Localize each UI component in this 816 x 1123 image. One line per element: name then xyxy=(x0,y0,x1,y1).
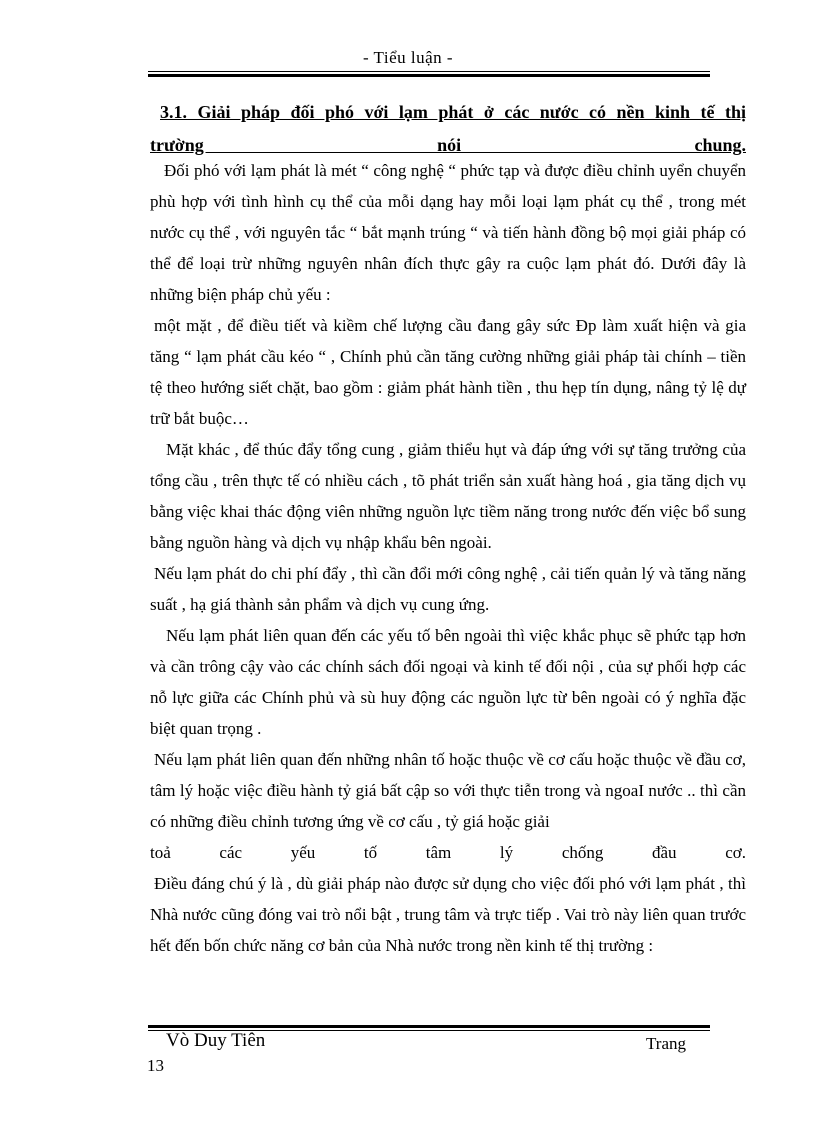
paragraph: một mặt , để điều tiết và kiềm chế lượng cầu đang gây sức Ðp làm xuất hiện và gia tăng “ lạm phát cầu kéo “ , Chính phủ cần tăng cường những giải pháp tài chính – tiền tệ theo hướng siết chặt, bao gồm : giảm phát hành tiền , thu hẹp tín dụng, nâng tỷ lệ dự trữ bắt buộc… xyxy=(150,316,746,428)
header-rule-thin xyxy=(148,71,710,72)
body-text xyxy=(150,155,746,961)
paragraph: Đối phó với lạm phát là mét “ công nghệ “ phức tạp và được điều chỉnh uyển chuyển phù hợp với tình hình cụ thể của mỗi dạng hay mỗi loại lạm phát cụ thể , trong mét nước cụ thể , với nguyên tắc “ bắt mạnh trúng “ và tiến hành đồng bộ mọi giải pháp có thể để loại trừ những nguyên nhân đích thực gây ra cuộc lạm phát đó. Dưới đây là những biện pháp chủ yếu : xyxy=(150,161,746,304)
paragraph-spread-line: toả các yếu tố tâm lý chống đầu cơ. xyxy=(150,843,746,862)
paragraph: Điều đáng chú ý là , dù giải pháp nào được sử dụng cho việc đối phó với lạm phát , thì Nhà nước cũng đóng vai trò nổi bật , trung tâm và trực tiếp . Vai trò này liên quan trước hết đến bốn chức năng cơ bản của Nhà nước trong nền kinh tế thị trường : xyxy=(150,874,746,955)
section-heading-line-2: trường nói chung. xyxy=(150,135,746,155)
footer-rule-thick xyxy=(148,1025,710,1028)
footer-page-label: Trang xyxy=(646,1034,686,1053)
paragraph: Nếu lạm phát liên quan đến các yếu tố bên ngoài thì việc khắc phục sẽ phức tạp hơn và cần trông cậy vào các chính sách đối ngoại và kinh tế đối nội , của sự phối hợp các nỗ lực giữa các Chính phủ và sù huy động các nguồn lực từ bên ngoài có ý nghĩa đặc biệt quan trọng . xyxy=(150,626,746,738)
page-header-title: - Tiểu luận - xyxy=(362,48,454,67)
header-rule-thick xyxy=(148,74,710,77)
section-heading-line-1: 3.1. Giải pháp đối phó với lạm phát ở các nước có nền kinh tế thị xyxy=(160,102,746,122)
paragraph: Nếu lạm phát liên quan đến những nhân tố hoặc thuộc về cơ cấu hoặc thuộc về đầu cơ, tâm lý hoặc việc điều hành tỷ giá bất cập so với thực tiễn trong và ngoaI nước .. thì cần có những điều chỉnh tương ứng về cơ cấu , tỷ giá hoặc giải xyxy=(150,750,746,831)
paragraph: Mặt khác , để thúc đẩy tổng cung , giảm thiểu hụt và đáp ứng với sự tăng trưởng của tổng cầu , trên thực tế có nhiều cách , tõ phát triển sản xuất hàng hoá , gia tăng dịch vụ bằng việc khai thác động viên những nguồn lực tiềm năng trong nước đến việc bổ sung bằng nguồn hàng và dịch vụ nhập khẩu bên ngoài. xyxy=(150,440,746,552)
paragraph: Nếu lạm phát do chi phí đẩy , thì cần đổi mới công nghệ , cải tiến quản lý và tăng năng suất , hạ giá thành sản phẩm và dịch vụ cung ứng. xyxy=(150,564,746,614)
footer-author: Vò Duy Tiên xyxy=(166,1030,266,1051)
section-heading xyxy=(150,96,746,162)
footer-page-number: 13 xyxy=(147,1056,164,1075)
